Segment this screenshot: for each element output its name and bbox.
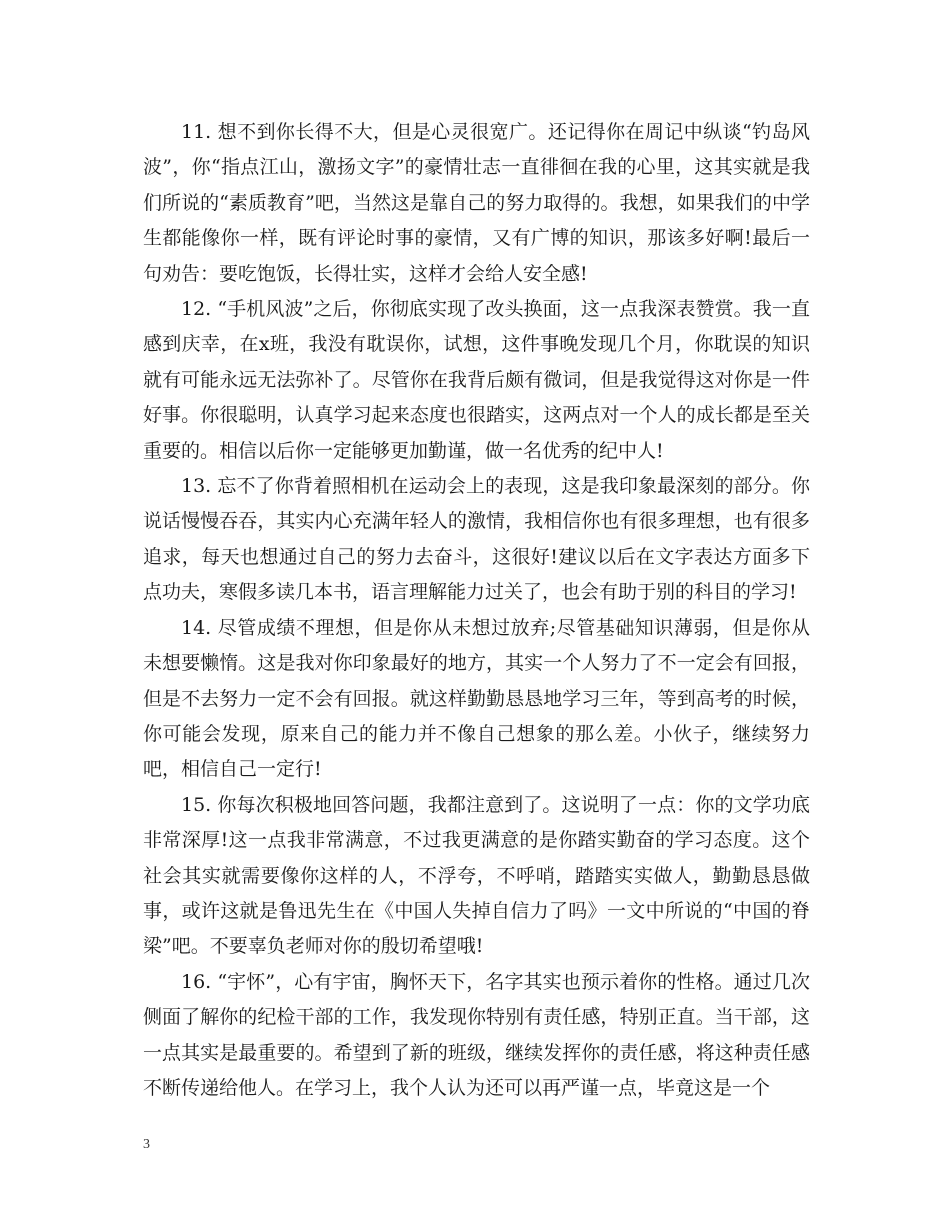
paragraph-13: 13. 忘不了你背着照相机在运动会上的表现，这是我印象最深刻的部分。你说话慢慢吞吞，其实内心充满年轻人的激情，我相信你也有很多理想，也有很多追求，每天也想通过自己的努力去奋斗，这很好!建议以后在文字表达方面多下点功夫，寒假多读几本书，语言理解能力过关了，也会有助于别的科目的学习! xyxy=(143,475,810,604)
page-number: 3 xyxy=(143,1137,150,1152)
paragraph-14: 14. 尽管成绩不理想，但是你从未想过放弃;尽管基础知识薄弱，但是你从未想要懒惰。这是我对你印象最好的地方，其实一个人努力了不一定会有回报，但是不去努力一定不会有回报。就这样勤勤恳恳地学习三年，等到高考的时候，你可能会发现，原来自己的能力并不像自己想象的那么差。小伙子，继续努力吧，相信自己一定行! xyxy=(143,616,810,781)
body-text xyxy=(143,115,810,1106)
paragraph-15: 15. 你每次积极地回答问题，我都注意到了。这说明了一点：你的文学功底非常深厚!这一点我非常满意，不过我更满意的是你踏实勤奋的学习态度。这个社会其实就需要像你这样的人，不浮夸，不呼哨，踏踏实实做人，勤勤恳恳做事，或许这就是鲁迅先生在《中国人失掉自信力了吗》一文中所说的“中国的脊梁”吧。不要辜负老师对你的殷切希望哦! xyxy=(143,793,810,958)
paragraph-16: 16. “宇怀”，心有宇宙，胸怀天下，名字其实也预示着你的性格。通过几次侧面了解你的纪检干部的工作，我发现你特别有责任感，特别正直。当干部，这一点其实是最重要的。希望到了新的班级，继续发挥你的责任感，将这种责任感不断传递给他人。在学习上，我个人认为还可以再严谨一点，毕竟这是一个 xyxy=(143,970,810,1099)
paragraph-12: 12. “手机风波”之后，你彻底实现了改头换面，这一点我深表赞赏。我一直感到庆幸，在x班，我没有耽误你，试想，这件事晚发现几个月，你耽误的知识就有可能永远无法弥补了。尽管你在我背后颇有微词，但是我觉得这对你是一件好事。你很聪明，认真学习起来态度也很踏实，这两点对一个人的成长都是至关重要的。相信以后你一定能够更加勤谨，做一名优秀的纪中人! xyxy=(143,298,810,462)
paragraph-11: 11. 想不到你长得不大，但是心灵很宽广。还记得你在周记中纵谈“钓岛风波”，你“指点江山，激扬文字”的豪情壮志一直徘徊在我的心里，这其实就是我们所说的“素质教育”吧，当然这是靠自己的努力取得的。我想，如果我们的中学生都能像你一样，既有评论时事的豪情，又有广博的知识，那该多好啊!最后一句劝告：要吃饱饭，长得壮实，这样才会给人安全感! xyxy=(143,121,810,285)
